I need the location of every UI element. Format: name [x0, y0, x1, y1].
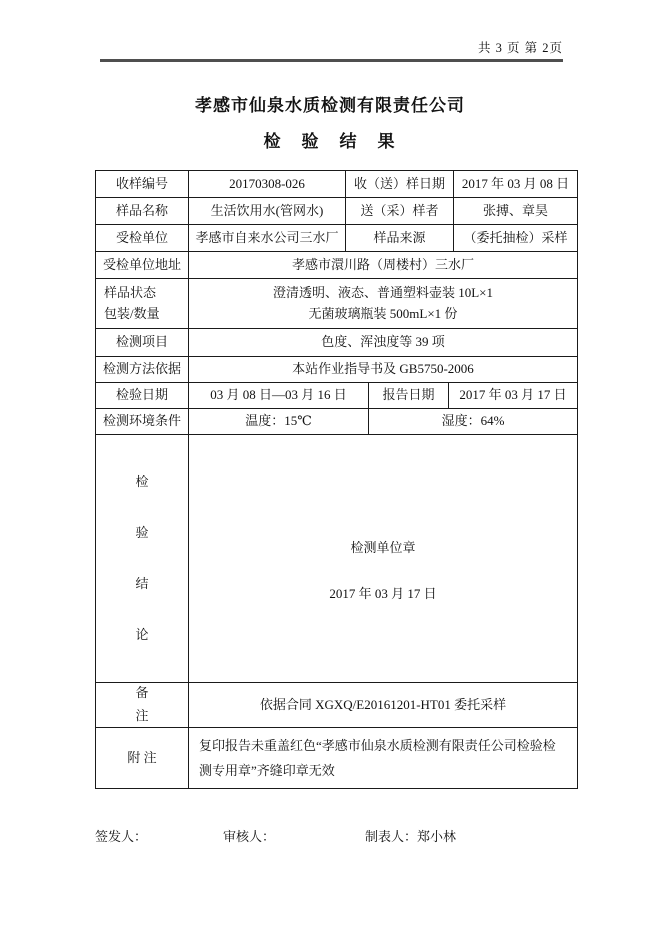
row-test-date	[96, 383, 577, 409]
stamp-placeholder-text: 检测单位章	[350, 539, 416, 555]
row-method-basis	[96, 357, 577, 383]
method-basis-label: 检测方法依据	[96, 357, 189, 382]
test-date-label: 检验日期	[96, 383, 189, 408]
receive-date-value: 2017 年 03 月 08 日	[461, 175, 570, 191]
preparer-sign-label: 制表人：郑小林	[365, 829, 457, 844]
row-unit-address	[96, 252, 577, 279]
remark-value: 依据合同 XGXQ/E20161201-HT01 委托采样	[259, 696, 507, 712]
method-basis-value: 本站作业指导书及 GB5750-2006	[292, 361, 474, 377]
row-note	[96, 728, 577, 788]
inspected-unit-label: 受检单位	[96, 225, 189, 251]
row-conclusion	[96, 435, 577, 683]
environment-humidity: 湿度：64%	[441, 413, 505, 429]
sample-state-value-line1: 澄清透明、液态、普通塑料壶装 10L×1	[272, 284, 494, 300]
sample-state-value	[189, 279, 577, 328]
remark-label-line2: 注	[135, 708, 149, 723]
row-inspected-unit	[96, 225, 577, 252]
sample-state-label	[96, 279, 189, 328]
conclusion-char-1: 检	[135, 474, 149, 490]
issuer-sign-label: 签发人：	[95, 829, 148, 844]
sample-source-value: （委托抽检）采样	[463, 229, 568, 245]
conclusion-char-2: 验	[135, 525, 149, 540]
note-value: 复印报告未重盖红色“孝感市仙泉水质检测有限责任公司检验检测专用章”齐缝印章无效	[199, 737, 556, 778]
receive-date-label: 收（送）样日期	[346, 171, 454, 197]
unit-address-label: 受检单位地址	[96, 252, 189, 278]
page-number-info: 共 3 页 第 2页	[477, 41, 563, 55]
row-sample-no	[96, 171, 577, 198]
inspected-unit-value: 孝感市自来水公司三水厂	[189, 225, 346, 251]
report-title: 检 验 结 果	[263, 132, 397, 151]
conclusion-body	[189, 435, 577, 682]
row-test-items	[96, 329, 577, 357]
header-divider	[100, 59, 563, 62]
sample-no-label: 收样编号	[96, 171, 189, 197]
reviewer-sign-label: 审核人：	[223, 829, 276, 844]
sampler-label: 送（采）样者	[346, 198, 454, 224]
row-sample-name	[96, 198, 577, 225]
sample-name-label: 样品名称	[96, 198, 189, 224]
remark-label-line1: 备	[135, 685, 149, 701]
unit-address-value: 孝感市澴川路（周楼村）三水厂	[291, 256, 474, 272]
sample-source-label: 样品来源	[346, 225, 454, 251]
conclusion-char-3: 结	[135, 575, 149, 591]
conclusion-label	[96, 435, 189, 682]
environment-temperature: 温度：15℃	[189, 409, 369, 434]
row-environment	[96, 409, 577, 435]
test-items-value: 色度、浑浊度等 39 项	[321, 334, 445, 350]
report-date-value: 2017 年 03 月 17 日	[459, 387, 567, 403]
test-date-value: 03 月 08 日—03 月 16 日	[189, 383, 369, 408]
note-label: 附 注	[96, 728, 189, 788]
conclusion-date: 2017 年 03 月 17 日	[329, 586, 437, 601]
sample-state-value-line2: 无菌玻璃瓶装 500mL×1 份	[308, 306, 458, 322]
remark-label	[96, 683, 189, 727]
result-table	[95, 170, 578, 789]
sample-no-value: 20170308-026	[189, 171, 346, 197]
company-title: 孝感市仙泉水质检测有限责任公司	[195, 96, 465, 115]
sampler-value: 张搏、章昊	[482, 202, 548, 218]
environment-label: 检测环境条件	[96, 409, 189, 434]
sample-state-label-line1: 样品状态	[104, 284, 157, 300]
test-items-label: 检测项目	[96, 329, 189, 356]
row-remark	[96, 683, 577, 728]
row-sample-state	[96, 279, 577, 329]
sample-state-label-line2: 包装/数量	[104, 306, 160, 322]
conclusion-char-4: 论	[135, 626, 149, 642]
sample-name-value: 生活饮用水(管网水)	[189, 198, 346, 224]
report-date-label: 报告日期	[369, 383, 449, 408]
signature-row	[95, 826, 578, 846]
